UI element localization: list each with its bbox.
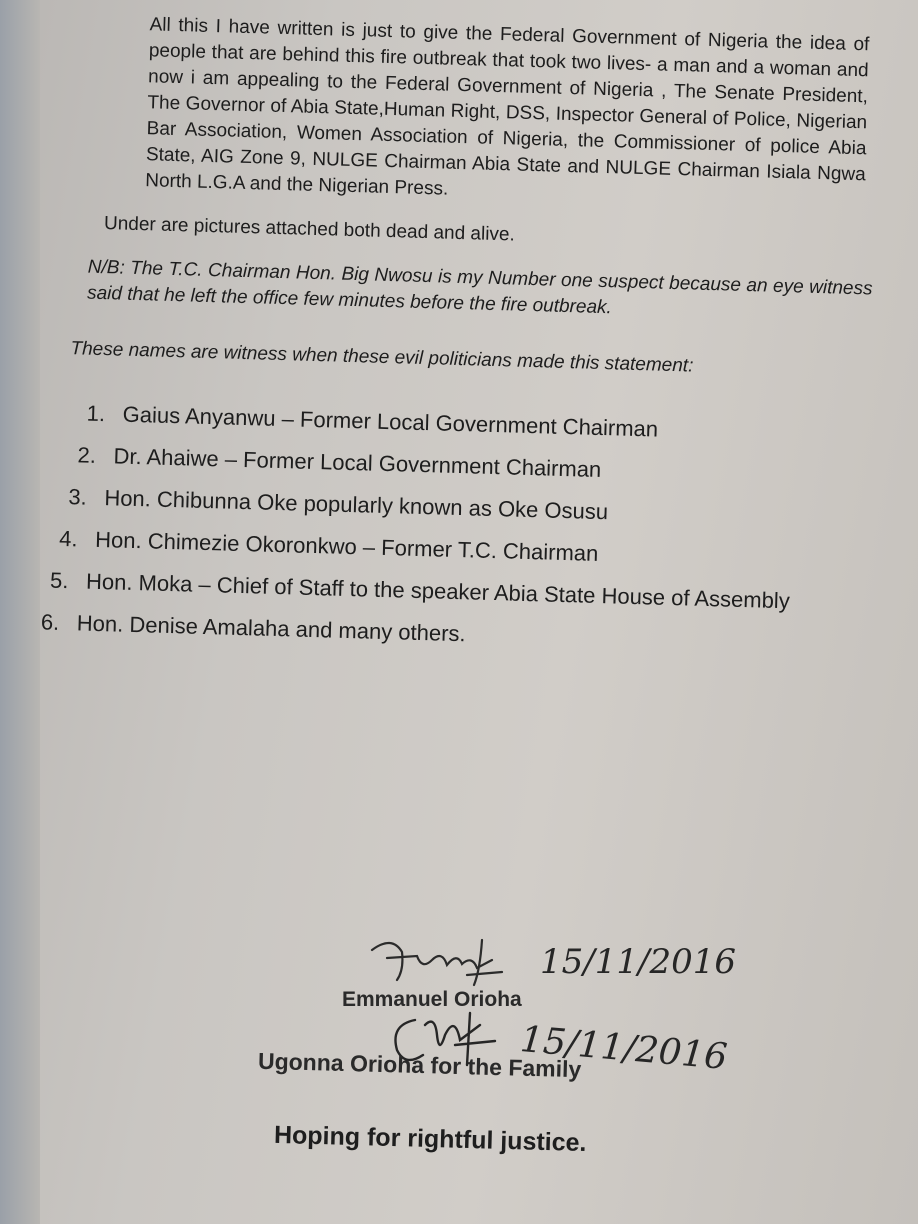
signatory-1-name: Emmanuel Orioha bbox=[342, 988, 522, 1011]
list-item-number: 5. bbox=[49, 567, 69, 594]
signatory-2-name: Ugonna Orioha for the Family bbox=[257, 1047, 582, 1083]
list-item-number: 3. bbox=[68, 484, 88, 510]
list-item bbox=[86, 399, 869, 451]
signature-emmanuel bbox=[362, 930, 522, 990]
list-item-number: 6. bbox=[40, 609, 60, 635]
handwritten-date-1: 15/11/2016 bbox=[540, 942, 736, 982]
list-item-number: 4. bbox=[58, 525, 78, 552]
paragraph-appeal: All this I have written is just to give the Federal Government of Nigeria the idea of people that are behind this fire outbreak that took two lives- a man and a woman and now i am appealing to the Federal Government of Nigeria , The Senate President, The Governor of Abia State,Human Right, DSS, Inspector General of Police, Nigerian Bar Association, Women Association of Nigeria, the Commissioner of police Abia State, AIG Zone 9, NULGE Chairman Abia State and NULGE Chairman Isiala Ngwa North L.G.A and the Nigerian Press. bbox=[144, 14, 870, 200]
list-item-text: Hon. Denise Amalaha and many others. bbox=[76, 610, 466, 647]
list-item-text: Hon. Moka – Chief of Staff to the speaker Abia State House of Assembly bbox=[85, 568, 791, 614]
list-item-text: Dr. Ahaiwe – Former Local Government Chairman bbox=[113, 443, 602, 483]
list-item-number: 1. bbox=[86, 400, 106, 427]
list-item-number: 2. bbox=[77, 442, 97, 468]
list-item bbox=[77, 440, 868, 492]
note-suspect: N/B: The T.C. Chairman Hon. Big Nwosu is my Number one suspect because an eye witness said that he left the office few minutes before the fire outbreak. bbox=[86, 256, 873, 319]
paragraph-pictures: Under are pictures attached both dead and alive. bbox=[103, 213, 516, 246]
list-item-text: Hon. Chimezie Okoronkwo – Former T.C. Chairman bbox=[94, 526, 599, 566]
page-fold-shadow bbox=[0, 0, 40, 1224]
list-item-text: Gaius Anyanwu – Former Local Government Chairman bbox=[122, 401, 659, 442]
witness-intro: These names are witness when these evil politicians made this statement: bbox=[70, 338, 694, 377]
list-item-text: Hon. Chibunna Oke popularly known as Oke Osusu bbox=[104, 485, 609, 525]
list-item bbox=[40, 607, 863, 660]
handwritten-date-2: 15/11/2016 bbox=[518, 1019, 729, 1078]
letter-body bbox=[40, 10, 880, 672]
closing-line: Hoping for rightful justice. bbox=[273, 1120, 587, 1158]
witness-list bbox=[40, 398, 868, 661]
